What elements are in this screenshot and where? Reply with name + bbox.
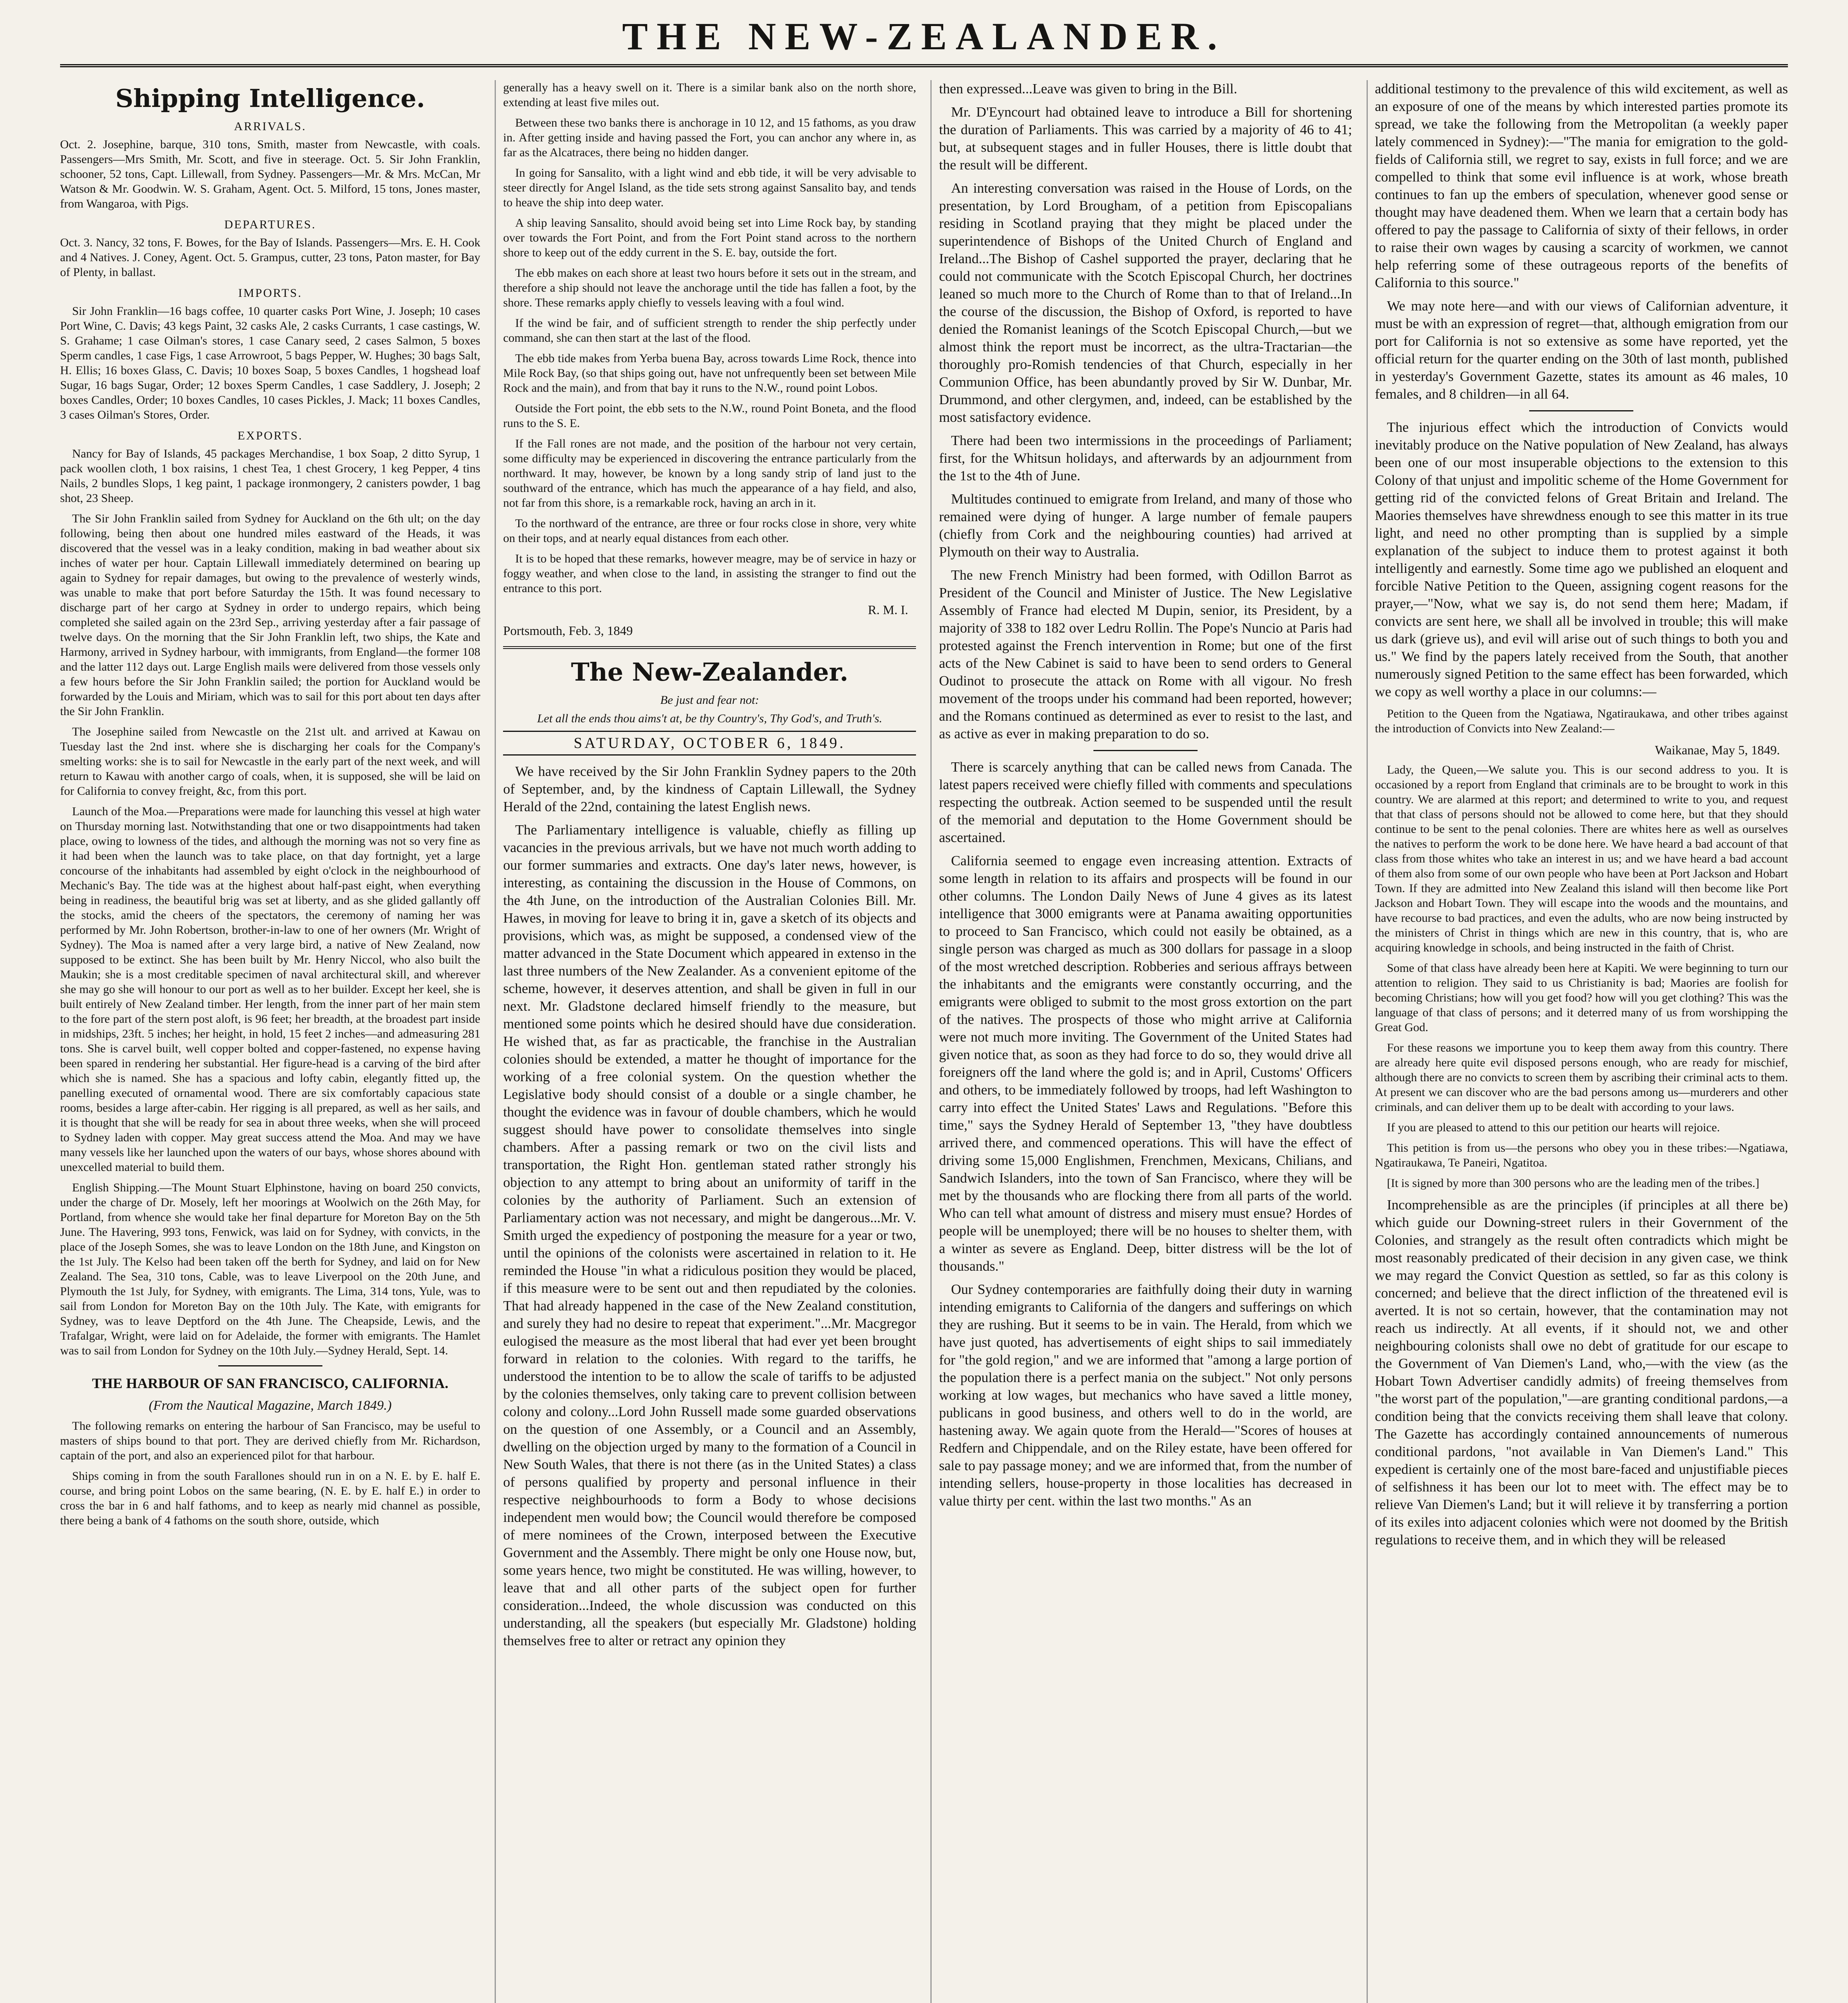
news-franklin: The Sir John Franklin sailed from Sydney for Auckland on the 6th ult; on the day following, being then about one hundred miles eastward of the Heads, it was discovered that the vessel was in a leaky condition, making in bad weather about six inches of water per hour. Captain Lillewall immediately determined on bearing up again to Sydney for repair damages, but owing to the prevalence of westerly winds, was unable to make that port before Saturday the 15th. It was found necessary to discharge part of her cargo at Sydney in order to undergo repairs, which being completed she sailed again on the 23rd Sep., arriving yesterday after a fair passage of twelve days. On the morning that the Sir John Franklin left, two ships, the Kate and Harmony, arrived in Sydney harbour, with immigrants, from England—the former 108 and the latter 112 days out. Large English mails were delivered from those vessels only a few hours before the Sir John Franklin sailed; the portion for Auckland would be forwarded by the Louis and Miriam, which was to sail for this port about ten days after the Sir John Franklin. xyxy=(60,512,481,718)
english-shipping: English Shipping.—The Mount Stuart Elphinstone, having on board 250 convicts, under the charge of Dr. Mosely, left her moorings at Woolwich on the 26th May, for Portland, from whence she would take her final departure for Moreton Bay on the 5th June. The Havering, 993 tons, Fenwick, was laid on for Sydney, with convicts, in the place of the Joseph Somes, she was to leave London on the 18th June, and Kingston on the 1st July. The Kelso had been taken off the berth for Sydney, and laid on for New Zealand. The Sea, 310 tons, Cable, was to leave Liverpool on the 20th June, and Plymouth the 1st July, for Sydney, with emigrants. The Lima, 314 tons, Yule, was to sail from London for Moreton Bay on the 10th July. The Kate, with emigrants for Sydney, was to leave Deptford on the 4th June. The Cheapside, Lewis, and the Trafalgar, Wright, were laid on for Adelaide, the former with emigrants. The Hamlet was to sail from London for Sydney on the 10th July.—Sydney Herald, Sept. 14. xyxy=(60,1181,481,1357)
harbour-p11: To the northward of the entrance, are three or four rocks close in shore, very white on their tops, and at nearly equal distances from each other. xyxy=(503,517,916,545)
harbour-p5: A ship leaving Sansalito, should avoid being set into Lime Rock bay, by standing over towards the Fort Point, and from the Fort Point stand across to the northern shore to keep out of the eddy current in the S. E. bay, outside the fort. xyxy=(503,216,916,259)
col3-p4: There had been two intermissions in the proceedings of Parliament; first, for the Whitsun holidays, and afterwards by an adjournment from the 1st to the 4th of June. xyxy=(939,433,1352,484)
masthead xyxy=(0,0,1848,58)
col3-p3: An interesting conversation was raised in the House of Lords, on the presentation, by Lord Brougham, of a petition from Episcopalians residing in Scotland praying that they might be placed under the superintendence of Bishops of the United Church of England and Ireland...The Bishop of Cashel supported the prayer, declaring that he could not communicate with the Scotch Episcopal Church, her doctrines leaned so much more to the Church of Rome than to that of Ireland...In the course of the discussion, the Bishop of Oxford, is reported to have denied the Romanist leanings of the Scotch Episcopal Church,—but we almost think the report must be incorrect, as the ultra-Tractarian—the thoroughly pro-Romish tendencies of that Church, especially in her Communion Office, has been abundantly proved by Sir W. Dunbar, Mr. Drummond, and other clergymen, and, indeed, can be established by the most satisfactory evidence. xyxy=(939,180,1352,425)
separator xyxy=(1529,410,1633,411)
harbour-p6: The ebb makes on each shore at least two hours before it sets out in the stream, and therefore a ship should not leave the anchorage until the tide has fallen a foot, by the shore. These remarks apply chiefly to vessels leaving with a foul wind. xyxy=(503,266,916,309)
petition-p2: Some of that class have already been here at Kapiti. We were beginning to turn our attention to religion. They said to us Christianity is bad; Maories are foolish for becoming Christians; how will you get food? how will you get clothing? This was the language of that class of persons; and it deterred many of us from worshipping the Great God. xyxy=(1375,961,1788,1034)
harbour-p3: Between these two banks there is anchorage in 10 12, and 15 fathoms, as you draw in. After getting inside and having passed the Fort, you can anchor any where in, as far as the Alcatraces, there being no hidden danger. xyxy=(503,116,916,159)
petition-p4: If you are pleased to attend to this our petition our hearts will rejoice. xyxy=(1387,1121,1720,1134)
harbour-p10: If the Fall rones are not made, and the position of the harbour not very certain, some difficulty may be experienced in discovering the entrance particularly from the northward. It may, however, be known by a long sandy strip of land just to the southward of the entrance, which has much the appearance of a hay field, and also, not far from this shore, is a remarkable rock, having an arch in it. xyxy=(503,437,916,510)
col3-p7: There is scarcely anything that can be called news from Canada. The latest papers received were chiefly filled with comments and speculations respecting the outbreak. Action seemed to be suspended until the result of the memorial and deputation to the Home Government should be ascertained. xyxy=(939,759,1352,845)
petition-title: Petition to the Queen from the Ngatiawa, Ngatiraukawa, and other tribes against the introduction of Convicts into New Zealand:— xyxy=(1375,707,1788,735)
petition-date: Waikanae, May 5, 1849. xyxy=(1655,743,1780,757)
col4-p3: The injurious effect which the introduction of Convicts would inevitably produce on the Native population of New Zealand, has always been one of our most insuperable objections to the extension to this Colony of that unjust and impolitic scheme of the Home Government for getting rid of the convicted felons of Great Britain and Ireland. The Maories themselves have shrewdness enough to see this matter in its true light, and need no other prompting than is supplied by a simple explanation of the subject to induce them to protest against it both intelligently and earnestly. Some time ago we published an eloquent and forcible Native Petition to the Queen, assigning cogent reasons for the prayer,—"Now, what we say is, do not send them here; Madam, if convicts are sent here, we shall all be involved in trouble; this will make us dark (grieve us), and evil will arise out of such things to both you and us." We find by the papers lately received from the South, that another numerously signed Petition to the same effect has been forwarded, which we copy as well worthy a place in our columns:— xyxy=(1375,419,1788,699)
col4-p2: We may note here—and with our views of Californian adventure, it must be with an expression of regret—that, although emigration from our port for California is not so extensive as some have reported, yet the official return for the quarter ending on the 30th of last month, published in yesterday's Government Gazette, states its amount as 46 males, 10 females, and 8 children—in all 64. xyxy=(1375,298,1788,402)
petition-p6: [It is signed by more than 300 persons who are the leading men of the tribes.] xyxy=(1387,1177,1759,1190)
shipping-heading: Shipping Intelligence. xyxy=(115,84,425,113)
petition-p3: For these reasons we importune you to keep them away from this country. There are already here quite evil disposed persons enough, who are ready for mischief, although there are no convicts to screen them by ascribing their criminal acts to them. At present we can discover who are the bad persons among us—murderers and other criminals, and can deliver them up to be dealt with according to your laws. xyxy=(1375,1041,1788,1114)
harbour-p8: The ebb tide makes from Yerba buena Bay, across towards Lime Rock, thence into Mile Rock Bay, (so that ships going out, have not unfrequently been set between Mile Rock and the main), and from that bay it runs to the N.W., round point Lobos. xyxy=(503,352,916,395)
exports-label: EXPORTS. xyxy=(238,429,303,442)
editorial-intro: We have received by the Sir John Franklin Sydney papers to the 20th of September, and, by the kindness of Captain Lillewall, the Sydney Herald of the 22nd, containing the latest English news. xyxy=(503,764,916,814)
harbour-p7: If the wind be fair, and of sufficient strength to render the ship perfectly under command, she can then start at the last of the flood. xyxy=(503,316,916,345)
petition-p1: Lady, the Queen,—We salute you. This is our second address to you. It is occasioned by a report from England that criminals are to be brought to work in this country. We are alarmed at this report; and determined to write to you, and request that that class of persons should not be allowed to come here, but that they should continue to be sent to the penal colonies. There are whites here as well as ourselves the natives to perform the work to be done here. We have heard a bad account of that class from those whites who take an interest in us; and we have heard a bad account of them also from some of our own people who have been at Port Jackson and Hobart Town. If they are admitted into New Zealand this island will then become like Port Jackson and Hobart Town. They will escape into the woods and the mountains, and have recourse to bad practices, and even the adults, who are now being instructed by the ministers of Christ in things which are new in this country, that is, who are acquiring knowledge in schools, and being instructed in the faith of Christ. xyxy=(1375,763,1788,954)
harbour-signature: R. M. I. xyxy=(868,603,908,617)
separator xyxy=(1093,750,1198,751)
parliamentary-intelligence: The Parliamentary intelligence is valuable, chiefly as filling up vacancies in the previous arrivals, but we have not much worth adding to our former summaries and extracts. One day's later news, however, is interesting, as containing the discussion in the House of Commons, on the 4th June, on the introduction of the Australian Colonies Bill. Mr. Hawes, in moving for leave to bring it in, gave a sketch of its objects and provisions, which was, as might be supposed, a condensed view of the matter advanced in the State Document which appeared in extenso in the last three numbers of the New Zealander. As a convenient epitome of the scheme, however, it deserves attention, and shall be given in full in our next. Mr. Gladstone declared himself friendly to the measure, but mentioned some points which he desired should have due consideration. He wished that, as far as practicable, the franchise in the Australian colonies should be extended, a matter he thought of importance for the working of a free colonial system. On the question whether the Legislative body should consist of a double or a single chamber, he thought the evidence was in favour of double chambers, which he would suggest should have power to consolidate themselves into single chambers. After a passing remark or two on the civil lists and transportation, the Right Hon. gentleman stated rather strongly his objection to any attempt to bring about an uniformity of tariff in the colonies by the authority of Parliament. Such an extension of Parliamentary action was not necessary, and might be dangerous...Mr. V. Smith urged the expediency of postponing the measure for a year or two, until the opinions of the colonists were ascertained in relation to it. He reminded the House "in what a ridiculous position they would be placed, if this measure were to be sent out and then repudiated by the colonies. That had already happened in the case of the New Zealand constitution, and surely they had no desire to repeat that experiment."...Mr. Macgregor eulogised the measure as the most liberal that had ever yet been brought forward in relation to the colonies. With regard to the tariffs, he understood the intention to be to allow the scale of tariffs to be adjusted by the colonies themselves, only taking care to prevent collision between colony and colony...Lord John Russell made some guarded observations on the question of one Assembly, or a Council and an Assembly, dwelling on the objection urged by many to the formation of a Council in New South Wales, that there is not there (as in the United States) a class of persons qualified by property and personal influence in their respective neighbourhoods to form a Body to whose decisions independent men would bow; the Council would therefore be composed of mere nominees of the Crown, interposed between the Executive Government and the Assembly. There might be only one House now, but, some years hence, two might be constituted. He was willing, however, to leave that and all other parts of the subject open for further consideration...Indeed, the whole discussion was conducted on this understanding, all the speakers (but especially Mr. Gladstone) holding themselves free to alter or retract any opinion they xyxy=(503,822,916,1648)
col3-p8: California seemed to engage even increasing attention. Extracts of some length in relation to its affairs and prospects will be found in our other columns. The London Daily News of June 4 gives as its latest intelligence that 3000 emigrants were at Panama awaiting opportunities to proceed to San Francisco, which could not easily be obtained, as a single person was charged as much as 300 dollars for passage in a sloop of the most wretched description. Robberies and serious affrays between the inhabitants and the emigrants were constantly occurring, and the emigrants were obliged to submit to the most gross extortion on the part of the natives. The prospects of those who might arrive at California were not much more inviting. The Government of the United States had given notice that, as soon as they had force to do so, they would drive all foreigners off the land where the gold is; and in April, Customs' Officers and others, to be immediately followed by troops, had left Washington to carry into effect the United States' Laws and Regulations. "Before this time," says the Sydney Herald of September 13, "they have doubtless arrived there, and commenced operations. This will have the effect of driving some 15,000 Englishmen, Frenchmen, Mexicans, Chilians, and Sandwich Islanders, into the town of San Francisco, where they will be met by the thousands who are flocking there from all parts of the world. Who can tell what amount of distress and misery must ensue? Hordes of people will be unemployed; there will be no houses to shelter them, with a winter as severe as England. Deep, bitter distress will be the lot of thousands." xyxy=(939,853,1352,1274)
col3-p2: Mr. D'Eyncourt had obtained leave to introduce a Bill for shortening the duration of Parliaments. This was carried by a majority of 46 to 41; but, at subsequent stages and in fuller Houses, there is little doubt that the result will be different. xyxy=(939,104,1352,173)
column-2 xyxy=(495,80,916,2003)
separator xyxy=(218,1365,322,1366)
col3-p1: then expressed...Leave was given to bring in the Bill. xyxy=(939,81,1238,97)
harbour-source: (From the Nautical Magazine, March 1849.) xyxy=(149,1398,392,1413)
col4-p4: Incomprehensible as are the principles (if principles at all there be) which guide our Downing-street rulers in their Government of the Colonies, and strangely as the result often contradicts which might be most reasonably predicated of their decision in any given case, we think we may regard the Convict Question as settled, so far as this colony is concerned; and believe that the direct infliction of the threatened evil is averted. It is not so certain, however, that the contamination may not reach us indirectly. At all events, if it should not, we and other neighbouring colonists shall owe no debt of gratitude for our escape to the Government of Van Diemen's Land, who,—with the view (as the Hobart Town Advertiser candidly admits) of freeing themselves from "the worst part of the population,"—are granting conditional pardons,—a condition being that the convicts receiving them shall leave that colony. The Gazette has accordingly contained announcements of numerous conditional pardons, "not available in Van Diemen's Land." This expedient is certainly one of the most bare-faced and unjustifiable pieces of selfishness it has been our lot to meet with. The effect may be to relieve Van Diemen's Land; but it will relieve it by transferring a portion of its exiles into adjacent colonies which were not doomed by the British regulations to receive them, and in which they will be released xyxy=(1375,1197,1788,1548)
masthead-title: THE NEW-ZEALANDER. xyxy=(622,15,1226,58)
harbour-place-date: Portsmouth, Feb. 3, 1849 xyxy=(503,623,633,638)
col3-p9: Our Sydney contemporaries are faithfully doing their duty in warning intending emigrants to California of the dangers and sufferings on which they are rushing. But it seems to be in vain. The Herald, from which we have just quoted, has advertisements of eight ships to sail immediately for "the gold region," and we are informed that "among a large portion of the population there is a perfect mania on the subject." Not only persons working at low wages, but mechanics who have saved a little money, publicans in good business, and others well to do in the world, are hastening away. We again quote from the Herald—"Scores of houses at Redfern and Chippendale, and on the Riley estate, have been offered for sale to pay passage money; and we are informed that, from the number of intending sellers, house-property in those localities has decreased in value thirty per cent. within the last two months." As an xyxy=(939,1282,1352,1509)
harbour-p1: Ships coming in from the south Farallones should run in on a N. E. by E. half E. course, and bring point Lobos on the same bearing, (N. E. by E. half E.) in order to cross the bar in 6 and half fathoms, and to keep as nearly mid channel as possible, there being a bank of 4 fathoms on the south shore, outside, which xyxy=(60,1469,481,1527)
column-4 xyxy=(1367,80,1788,2003)
petition-p5: This petition is from us—the persons who obey you in these tribes:—Ngatiawa, Ngatiraukawa, Te Paneiri, Ngatitoa. xyxy=(1375,1141,1788,1169)
exports-text: Nancy for Bay of Islands, 45 packages Merchandise, 1 box Soap, 2 ditto Syrup, 1 pack woollen cloth, 1 box raisins, 1 chest Tea, 1 chest Grocery, 1 keg Pepper, 4 tins Nails, 2 bundles Slops, 1 keg paint, 1 package ironmongery, 2 canisters powder, 1 bag shot, 23 Sheep. xyxy=(60,447,481,505)
harbour-heading: THE HARBOUR OF SAN FRANCISCO, CALIFORNIA. xyxy=(92,1375,449,1391)
motto-line-1: Be just and fear not: xyxy=(660,693,759,707)
harbour-intro: The following remarks on entering the harbour of San Francisco, may be useful to masters of ships bound to that port. They are derived chiefly from Mr. Richardson, captain of the port, and also an experienced pilot for that harbour. xyxy=(60,1419,481,1462)
arrivals-label: ARRIVALS. xyxy=(234,120,306,133)
col3-p5: Multitudes continued to emigrate from Ireland, and many of those who remained were dying of hunger. A large number of female paupers (chiefly from Cork and the neighbouring counties) had arrived at Plymouth on their way to Australia. xyxy=(939,491,1352,560)
col3-p6: The new French Ministry had been formed, with Odillon Barrot as President of the Council and Minister of Justice. The New Legislative Assembly of France had elected M Dupin, senior, its President, by a majority of 338 to 182 over Ledru Rollin. The Pope's Nuncio at Paris had protested against the French intervention in Rome; but one of the first acts of the New Cabinet is said to have been to send orders to General Oudinot to prosecute the attack on Rome with all vigour. No fresh movement of the troops under his command had been reported, however; and the Romans continued as determined as ever to resist to the last, and as active as ever in making preparation to do so. xyxy=(939,567,1352,742)
column-1 xyxy=(60,80,480,2003)
harbour-p4: In going for Sansalito, with a light wind and ebb tide, it will be very advisable to steer directly for Angel Island, as the tide sets strong against Sansalito bay, and tends to heave the ship into deep water. xyxy=(503,166,916,209)
departures-label: DEPARTURES. xyxy=(224,218,316,231)
imports-label: IMPORTS. xyxy=(238,286,302,300)
dateline: SATURDAY, OCTOBER 6, 1849. xyxy=(503,731,916,756)
column-3 xyxy=(930,80,1352,2003)
harbour-p2: generally has a heavy swell on it. There is a similar bank also on the north shore, extending at least five miles out. xyxy=(503,81,916,109)
masthead-rule xyxy=(60,64,1788,67)
arrivals-text: Oct. 2. Josephine, barque, 310 tons, Smith, master from Newcastle, with coals. Passengers—Mrs Smith, Mr. Scott, and five in steerage. Oct. 5. Sir John Franklin, schooner, 52 tons, Capt. Lillewall, from Sydney. Passengers—Mr. & Mrs. McCan, Mr Watson & Mr. Goodwin. W. S. Graham, Agent. Oct. 5. Milford, 15 tons, Jones master, from Wangaroa, with Pigs. xyxy=(60,138,481,210)
nameplate: The New-Zealander. xyxy=(571,657,849,687)
launch-of-moa: Launch of the Moa.—Preparations were made for launching this vessel at high water on Thursday morning last. Notwithstanding that one or two disappointments had taken place, owing to lowness of the tides, and although the morning was not so very fine as it had been when the launch was to take place, on that day fortnight, yet a large concourse of the inhabitants had assembled by eight o'clock in the neighbourhood of Mechanic's Bay. The tide was at the highest about half-past eight, when everything being in readiness, the beautiful brig was set at liberty, and as she glided gallantly off the stocks, amid the cheers of the spectators, the ceremony of naming her was performed by Mr. John Robertson, brother-in-law to one of her owners (Mr. Wright of Sydney). The Moa is named after a very large bird, a native of New Zealand, now supposed to be extinct. She has been built by Mr. Henry Niccol, who also built the Maukin; she is a most creditable specimen of naval architectural skill, and wherever she may go she will honour to our port as well as to her builder. Except her keel, she is built entirely of New Zealand timber. Her length, from the inner part of her main stem to the fore part of the stern post aloft, is 96 feet; her breadth, at the broadest part inside in midships, 23ft. 5 inches; her height, in hold, 15 feet 2 inches—and admeasuring 281 tons. She is carvel built, well copper bolted and copper-fastened, no expense having been spared in rendering her substantial. Her figure-head is a carving of the bird after which she is named. She has a spacious and lofty cabin, elegantly fitted up, the panelling executed of ornamental wood. There are six comfortably capacious state rooms, besides a large after-cabin. Her rigging is all prepared, as well as her sails, and it is thought that she will be ready for sea in about three weeks, when she will proceed to Sydney laden with copper. May great success attend the Moa. And may we have many vessels like her launched upon the waters of our bays, whose shores abound with unexcelled material to build them. xyxy=(60,805,481,1174)
departures-text: Oct. 3. Nancy, 32 tons, F. Bowes, for the Bay of Islands. Passengers—Mrs. E. H. Cook and 4 Natives. J. Coney, Agent. Oct. 5. Grampus, cutter, 23 tons, Paton master, for Bay of Plenty, in ballast. xyxy=(60,236,481,279)
columns xyxy=(60,80,1788,2003)
col4-p1: additional testimony to the prevalence of this wild excitement, as well as an exposure of one of the means by which interested parties promote its spread, we take the following from the Metropolitan (a weekly paper lately commenced in Sydney):—"The mania for emigration to the gold-fields of California still, we regret to say, exists in full force; and we are compelled to think that some evil influence is at work, whose breath continues to fan up the embers of speculation, whenever good sense or thought may have deadened them. When we learn that a certain body has offered to pay the passage to California of sixty of their fellows, in order to raise their own wages by causing a scarcity of workmen, we cannot help referring some of these outrageous reports of the benefits of California to this source." xyxy=(1375,81,1788,290)
imports-text: Sir John Franklin—16 bags coffee, 10 quarter casks Port Wine, J. Joseph; 10 cases Port Wine, C. Davis; 43 kegs Paint, 32 casks Ale, 2 casks Currants, 1 case castings, W. S. Grahame; 1 case Oilman's stores, 1 case Canary seed, 2 cases Salmon, 5 boxes Sperm candles, 1 case Figs, 1 case Arrowroot, 5 bags Pepper, W. Hughes; 30 bags Salt, H. Ellis; 16 boxes Glass, C. Davis; 10 boxes Soap, 5 boxes Candles, 1 hogshead loaf Sugar, 16 bags Sugar, Order; 12 boxes Sperm Candles, 1 case Saddlery, J. Joseph; 2 boxes Candles, Order; 10 boxes Candles, 10 cases Pickles, J. Mack; 11 boxes Candles, 3 cases Oilman's Stores, Order. xyxy=(60,304,481,421)
harbour-p12: It is to be hoped that these remarks, however meagre, may be of service in hazy or foggy weather, and when close to the land, in assisting the stranger to find out the entrance to this port. xyxy=(503,552,916,595)
motto-line-2: Let all the ends thou aims't at, be thy Country's, Thy God's, and Truth's. xyxy=(537,712,882,725)
news-josephine: The Josephine sailed from Newcastle on the 21st ult. and arrived at Kawau on Tuesday last the 2nd inst. where she is discharging her coals for the Company's smelting works: she is to sail for Newcastle in the early part of the next week, and will return to Kawau with another cargo of coals, when, it is supposed, she will be laid on for California to convey freight, &c, from this port. xyxy=(60,725,481,798)
harbour-p9: Outside the Fort point, the ebb sets to the N.W., round Point Boneta, and the flood runs to the S. E. xyxy=(503,402,916,430)
double-rule xyxy=(503,646,916,649)
